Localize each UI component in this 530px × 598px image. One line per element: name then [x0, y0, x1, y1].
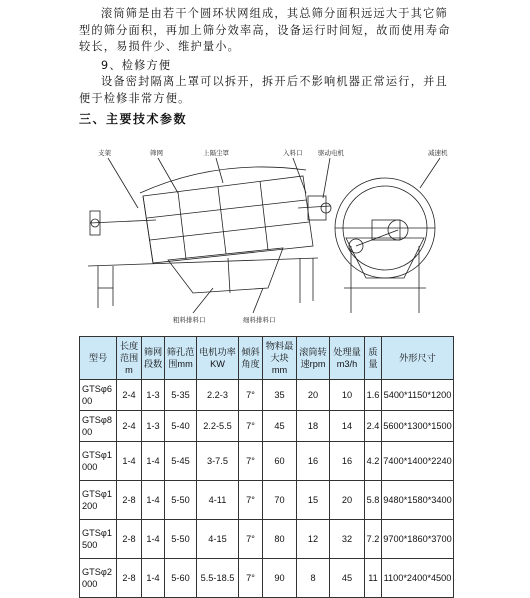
- table-cell: 90: [263, 559, 297, 598]
- table-row: [80, 481, 454, 520]
- table-cell: 2-4: [117, 411, 142, 442]
- table-cell: 5-40: [165, 411, 197, 442]
- table-cell: 5-50: [165, 481, 197, 520]
- table-cell: 18: [297, 411, 330, 442]
- table-cell: 20: [297, 380, 330, 411]
- table-cell: 2-4: [117, 380, 142, 411]
- header-cell: 外形尺寸: [382, 337, 454, 380]
- table-cell: 8: [297, 559, 330, 598]
- table-cell: 1-3: [142, 380, 165, 411]
- table-cell: 7°: [239, 559, 263, 598]
- table-cell: 7°: [239, 380, 263, 411]
- paragraph-maintenance-body: 设备密封隔离上罩可以拆开，拆开后不影响机器正常运行，并且便于检修非常方便。: [79, 75, 448, 105]
- label-upper-cover: 上隔尘罩: [203, 149, 229, 157]
- table-cell: GTSφ1500: [80, 520, 117, 559]
- table-header-row: [80, 337, 454, 380]
- table-cell: 11: [365, 559, 382, 598]
- table-cell: 7°: [239, 481, 263, 520]
- header-cell: 筛网段数: [142, 337, 165, 380]
- table-cell: GTSφ2000: [80, 559, 117, 598]
- table-cell: 5-60: [165, 559, 197, 598]
- table-cell: 5-45: [165, 442, 197, 481]
- table-cell: 35: [263, 380, 297, 411]
- table-cell: 4.2: [365, 442, 382, 481]
- table-cell: 5600*1300*1500: [382, 411, 454, 442]
- table-cell: 20: [330, 481, 365, 520]
- table-cell: 7°: [239, 442, 263, 481]
- table-cell: 4-11: [197, 481, 239, 520]
- table-cell: 2-8: [117, 559, 142, 598]
- section-heading: 三、主要技术参数: [79, 112, 188, 126]
- label-reducer: 减速机: [428, 149, 448, 157]
- table-cell: 32: [330, 520, 365, 559]
- table-cell: 9480*1580*3400: [382, 481, 454, 520]
- trommel-screen-diagram: [68, 138, 458, 328]
- table-cell: 7°: [239, 411, 263, 442]
- paragraph-screening-area: 滚筒筛是由若干个圆环状网组成，其总筛分面积远远大于其它筛型的筛分面积，再加上筛分效率高，设备运行时间短，故而使用寿命较长，易损件少、维护量小。: [79, 7, 451, 53]
- table-cell: 10: [330, 380, 365, 411]
- label-frame: 支架: [98, 149, 111, 157]
- table-cell: 1-4: [142, 481, 165, 520]
- label-inlet: 入料口: [283, 149, 303, 157]
- label-motor: 驱动电机: [318, 149, 344, 157]
- table-cell: 5.8: [365, 481, 382, 520]
- table-cell: 5400*1150*1200: [382, 380, 454, 411]
- table-cell: 1100*2400*4500: [382, 559, 454, 598]
- table-row: [80, 411, 454, 442]
- header-cell: 筛孔范围mm: [165, 337, 197, 380]
- label-screen: 筛网: [150, 149, 163, 157]
- table-cell: 2.2-3: [197, 380, 239, 411]
- table-cell: 5-50: [165, 520, 197, 559]
- table-cell: 2.4: [365, 411, 382, 442]
- header-cell: 处理量m3/h: [330, 337, 365, 380]
- table-cell: 9700*1860*3700: [382, 520, 454, 559]
- table-cell: 1-4: [142, 520, 165, 559]
- table-cell: 7400*1400*2240: [382, 442, 454, 481]
- table-cell: 45: [263, 411, 297, 442]
- table-row: [80, 380, 454, 411]
- table-cell: 7.2: [365, 520, 382, 559]
- table-cell: 45: [330, 559, 365, 598]
- table-row: [80, 520, 454, 559]
- table-cell: 3-7.5: [197, 442, 239, 481]
- table-cell: 7°: [239, 520, 263, 559]
- paragraph-maintenance-heading: 9、检修方便: [101, 59, 172, 72]
- header-cell: 质量: [365, 337, 382, 380]
- table-cell: 16: [297, 442, 330, 481]
- table-cell: 2-8: [117, 520, 142, 559]
- table-cell: 80: [263, 520, 297, 559]
- label-fine-outlet: 细料排料口: [243, 316, 276, 324]
- table-cell: 60: [263, 442, 297, 481]
- table-cell: 5.5-18.5: [197, 559, 239, 598]
- table-cell: 1.6: [365, 380, 382, 411]
- header-cell: 物料最大块mm: [263, 337, 297, 380]
- table-cell: GTSφ1000: [80, 442, 117, 481]
- table-cell: GTSφ600: [80, 380, 117, 411]
- spec-table: [79, 336, 454, 598]
- table-row: [80, 442, 454, 481]
- label-coarse-outlet: 粗料排料口: [173, 316, 206, 324]
- table-cell: GTSφ1200: [80, 481, 117, 520]
- table-cell: 4-15: [197, 520, 239, 559]
- table-cell: 1-4: [142, 559, 165, 598]
- table-cell: 14: [330, 411, 365, 442]
- table-cell: 1-4: [117, 442, 142, 481]
- table-cell: GTSφ800: [80, 411, 117, 442]
- header-cell: 型号: [80, 337, 117, 380]
- header-cell: 长度范围m: [117, 337, 142, 380]
- table-cell: 5-35: [165, 380, 197, 411]
- table-cell: 1-3: [142, 411, 165, 442]
- table-cell: 2-8: [117, 481, 142, 520]
- table-cell: 15: [297, 481, 330, 520]
- header-cell: 滚筒转速rpm: [297, 337, 330, 380]
- header-cell: 电机功率KW: [197, 337, 239, 380]
- table-cell: 12: [297, 520, 330, 559]
- table-cell: 70: [263, 481, 297, 520]
- table-row: [80, 559, 454, 598]
- table-cell: 2.2-5.5: [197, 411, 239, 442]
- header-cell: 倾斜角度: [239, 337, 263, 380]
- table-cell: 16: [330, 442, 365, 481]
- table-cell: 1-4: [142, 442, 165, 481]
